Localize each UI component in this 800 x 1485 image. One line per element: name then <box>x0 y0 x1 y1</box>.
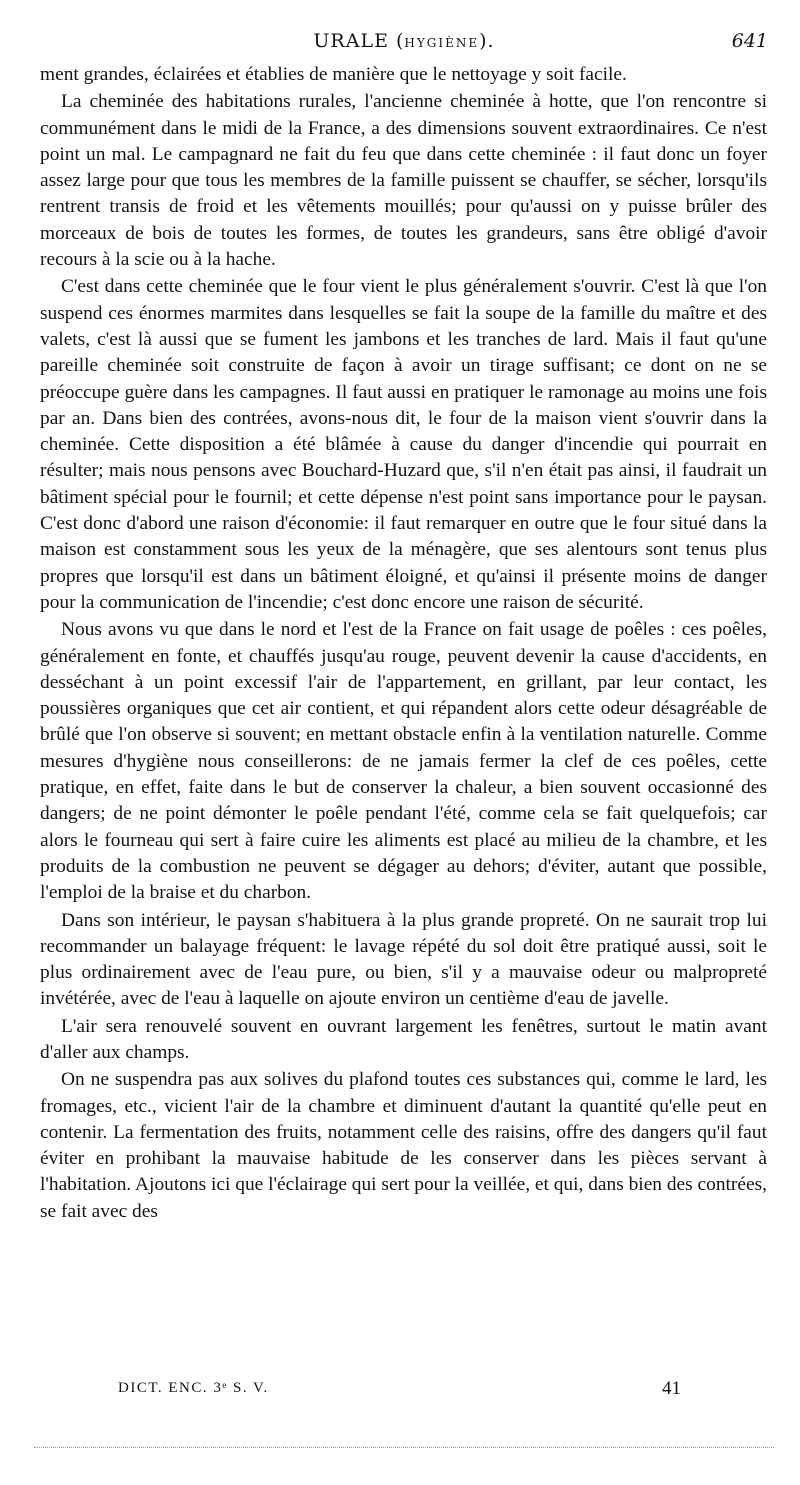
footer-line <box>40 1378 767 1402</box>
paragraph-four: C'est dans cette cheminée que le four vient le plus généralement s'ouvrir. C'est là que l'on suspend ces énormes marmites dans lesquelles se fait la soupe de la famille du maître et des valets, c'est là aussi que se fument les jambons et les tranches de lard. Mais il faut qu'une pareille cheminée soit construite de façon à avoir un tirage suffisant; ce dont on ne se préoccupe guère dans les campagnes. Il faut aussi en pratiquer le ramonage au moins une fois par an. Dans bien des contrées, avons-nous dit, le four de la maison vient s'ouvrir dans la cheminée. Cette disposition a été blâmée à cause du danger d'incendie qui pourrait en résulter; mais nous pensons avec Bouchard-Huzard que, s'il n'en était pas ainsi, il faudrait un bâtiment spécial pour le fournil; et cette dépense n'est point sans importance pour le paysan. C'est donc d'abord une raison d'économie: il faut remarquer en outre que le four situé dans la maison est constamment sous les yeux de la ménagère, que ses alentours sont tenus plus propres que lorsqu'il est dans un bâtiment éloigné, et qu'ainsi il présente moins de danger pour la communication de l'incendie; c'est donc encore une raison de sécurité. <box>40 276 767 613</box>
bottom-rule <box>34 1447 774 1448</box>
running-title-end: ). <box>479 30 495 52</box>
paragraph-solives: On ne suspendra pas aux solives du plafond toutes ces substances qui, comme le lard, les fromages, etc., vicient l'air de la chambre et diminuent d'autant la quantité qu'elle peut en contenir. La fermentation des fruits, notamment celle des raisins, offre des dangers qu'il faut éviter en prohibant la mauvaise habitude de les conserver dans les pièces servant à l'habitation. Ajoutons ici que l'éclairage qui sert pour la veillée, et qui, dans bien des contrées, se fait avec des <box>40 1069 767 1222</box>
running-title-main: URALE ( <box>313 30 405 52</box>
page-number: 641 <box>731 30 768 52</box>
running-title-subject: HYGIÈNE <box>404 36 480 50</box>
running-head <box>40 30 768 56</box>
sheet-number: 41 <box>662 1378 681 1399</box>
paragraph-proprete: Dans son intérieur, le paysan s'habituera à la plus grande propreté. On ne saurait trop lui recommander un balayage fréquent: le lavage répété du sol doit être pratiqué aussi, soit le plus ordinairement avec de l'eau pure, ou bien, s'il y a mauvaise odeur ou malpropreté invétérée, avec de l'eau à laquelle on ajoute environ un centième d'eau de javelle. <box>40 909 767 1010</box>
signature-mark: DICT. ENC. 3ᵉ S. V. <box>118 1380 269 1396</box>
paragraph-cheminee: La cheminée des habitations rurales, l'ancienne cheminée à hotte, que l'on rencontre si communément dans le midi de la France, a des dimensions souvent extraordinaires. Ce n'est point un mal. Le campagnard ne fait du feu que dans cette cheminée : il faut donc un foyer assez large pour que tous les membres de la famille puissent se chauffer, se sécher, lorsqu'ils rentrent transis de froid et les vêtements mouillés; pour qu'aussi on y puisse brûler des morceaux de bois de toutes les formes, de toutes les grandeurs, sans être obligé d'avoir recours à la scie ou à la hache. <box>40 91 767 271</box>
running-title <box>40 30 768 52</box>
paragraph-poeles: Nous avons vu que dans le nord et l'est de la France on fait usage de poêles : ces poêles, généralement en fonte, et chauffés jusqu'au rouge, peuvent devenir la cause d'accidents, en desséchant à un point excessif l'air de l'appartement, en grillant, par leur contact, les poussières organiques que cet air contient, et qui répandent alors cette odeur désagréable de brûlé que l'on observe si souvent; en mettant obstacle enfin à la ventilation naturelle. Comme mesures d'hygiène nous conseillerons: de ne jamais fermer la clef de ces poêles, cette pratique, en effet, faite dans le but de conserver la chaleur, a bien souvent occasionné des dangers; de ne point démonter le poêle pendant l'été, comme cela se fait quelquefois; car alors le fourneau qui sert à faire cuire les aliments est placé au milieu de la chambre, et les produits de la combustion ne peuvent se dégager au dehors; d'éviter, autant que possible, l'emploi de la braise et du charbon. <box>40 619 767 904</box>
paragraph-air: L'air sera renouvelé souvent en ouvrant largement les fenêtres, surtout le matin avant d'aller aux champs. <box>40 1015 767 1063</box>
paragraph-continuation: ment grandes, éclairées et établies de manière que le nettoyage y soit facile. <box>40 64 627 85</box>
body-text <box>40 62 767 1225</box>
